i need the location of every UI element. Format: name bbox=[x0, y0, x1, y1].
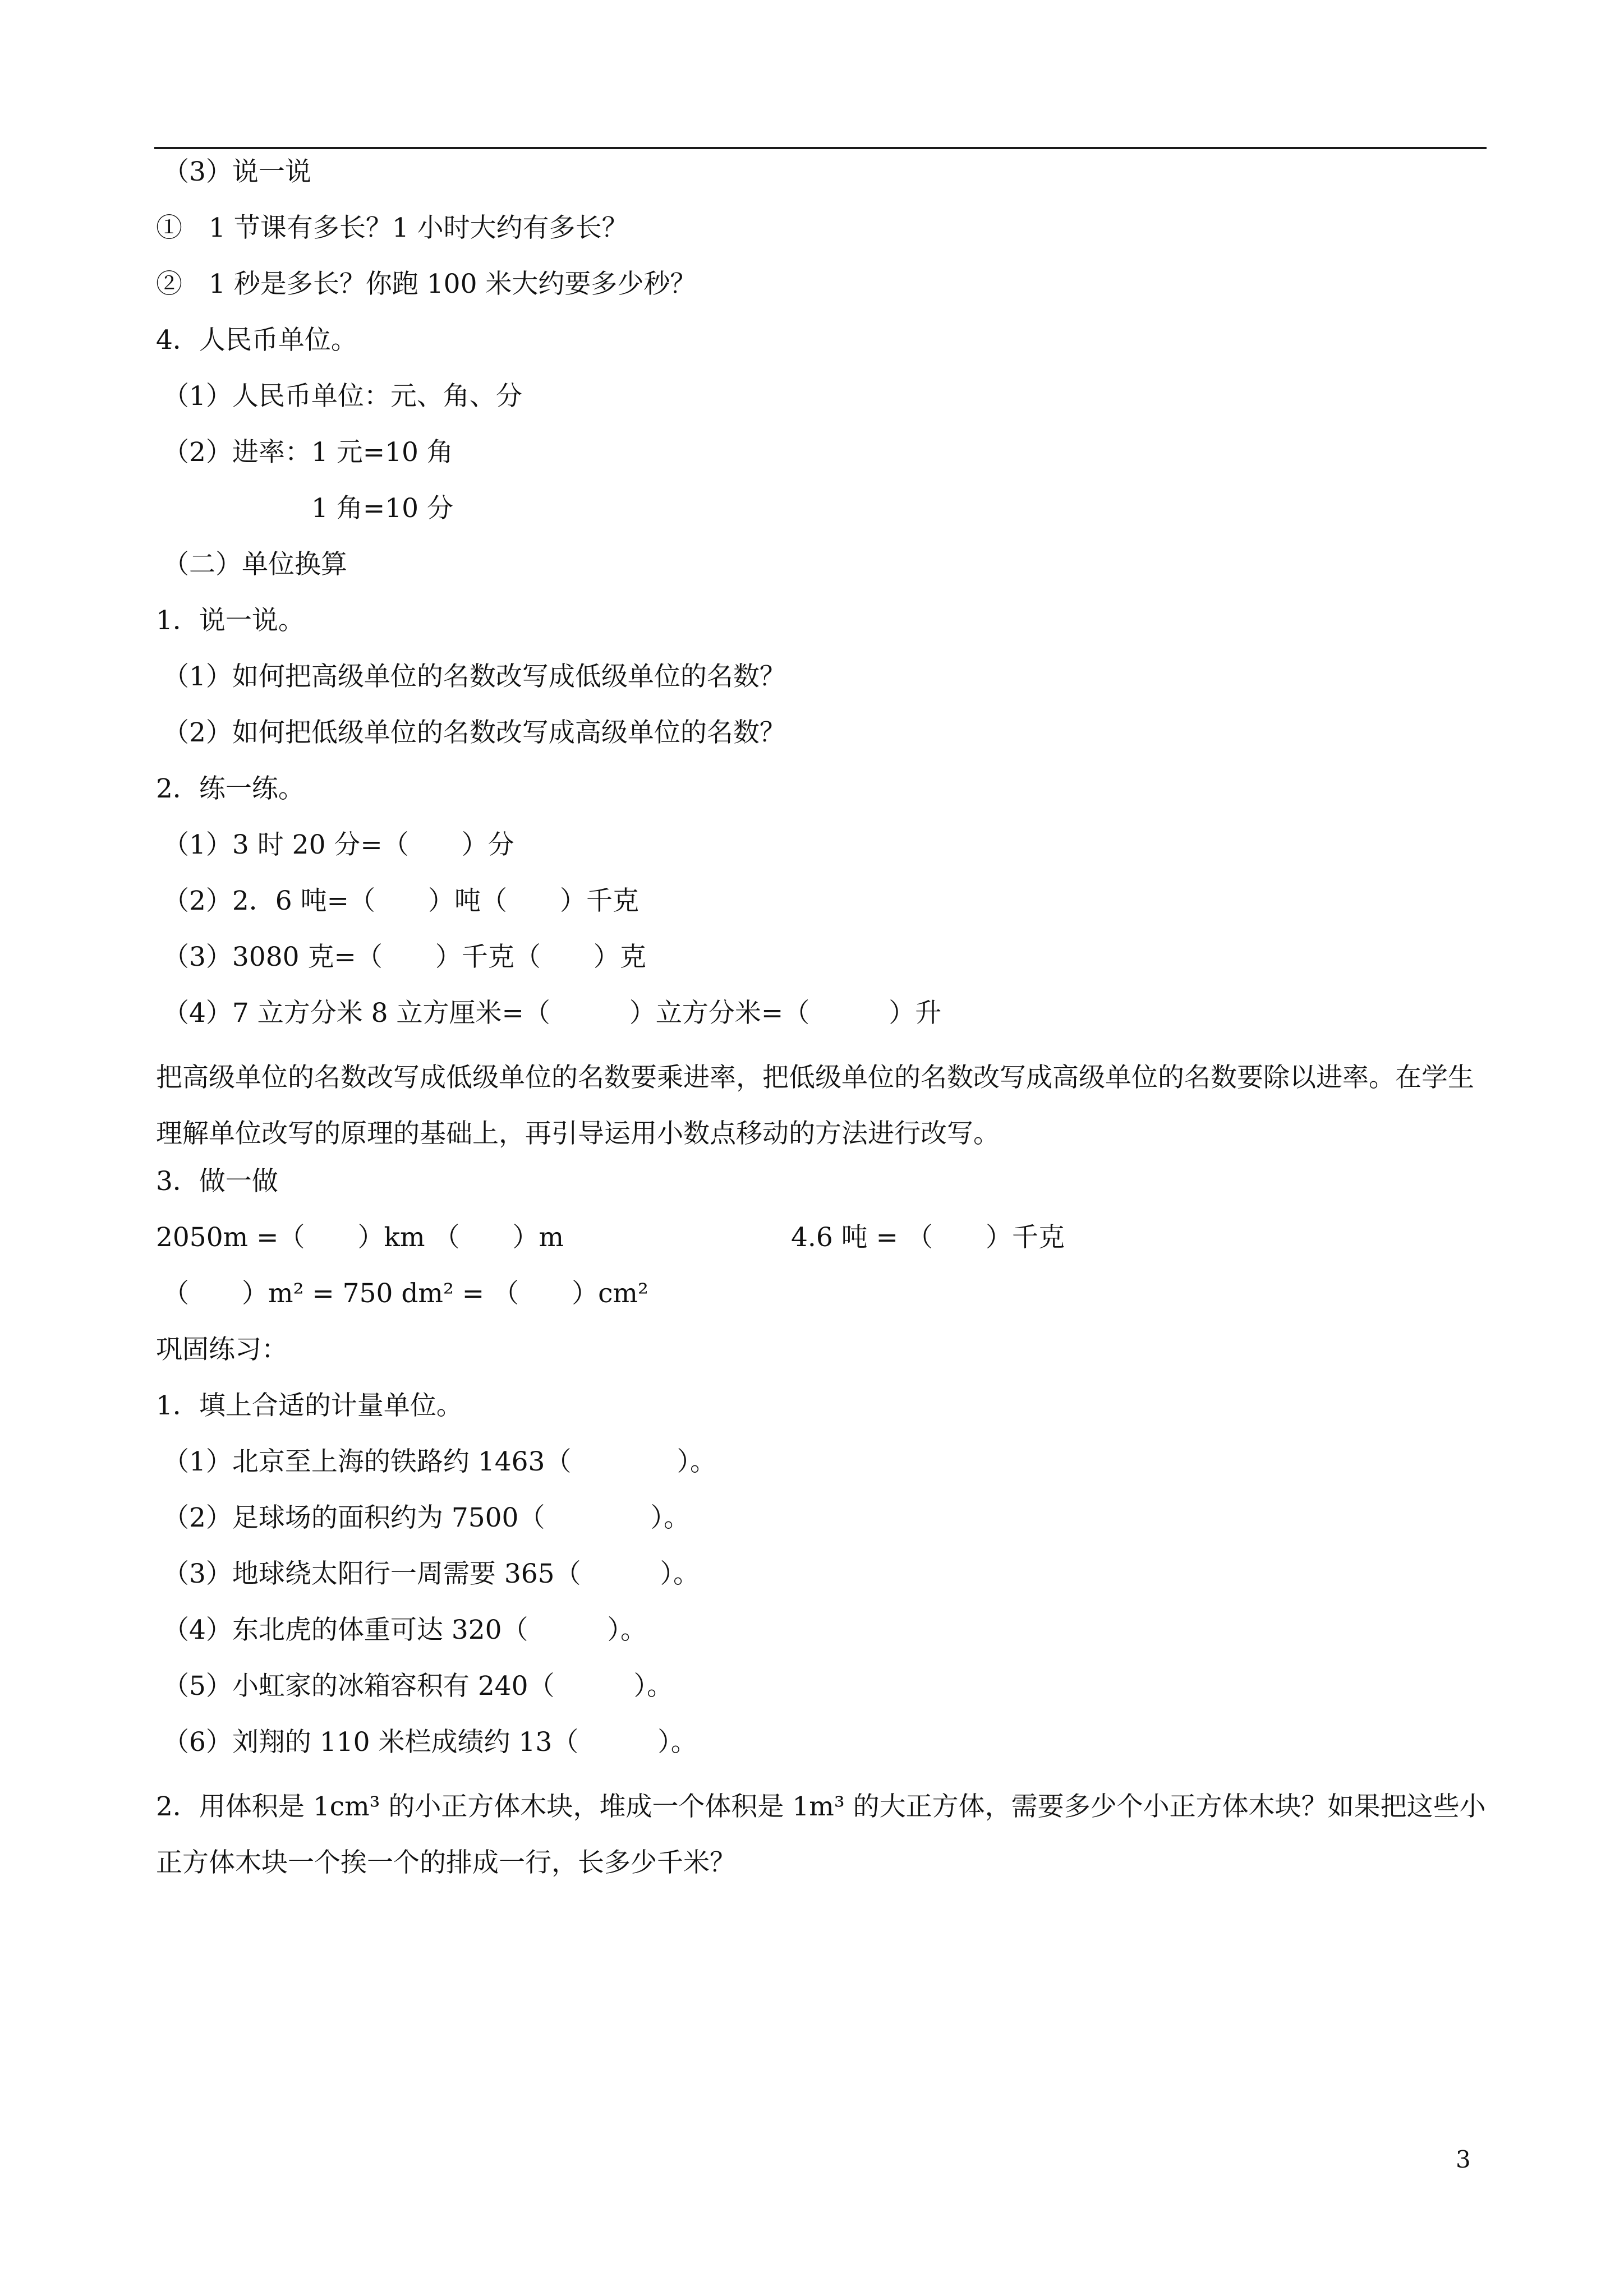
exercise-line: （4）7 立方分米 8 立方厘米=（ ）立方分米=（ ）升 bbox=[163, 998, 942, 1029]
text-line: （2）进率：1 元=10 角 bbox=[163, 437, 453, 468]
text-line: 1．说一说。 bbox=[156, 605, 305, 636]
section-heading: （二）单位换算 bbox=[163, 549, 347, 580]
exercise-line: （1）北京至上海的铁路约 1463（ ）。 bbox=[163, 1446, 716, 1477]
text-line: 3．做一做 bbox=[156, 1166, 278, 1197]
text-line: 2．练一练。 bbox=[156, 773, 305, 804]
exercise-line: （ ）m² = 750 dm² = （ ）cm² bbox=[163, 1278, 648, 1309]
section-heading: 巩固练习： bbox=[156, 1334, 288, 1365]
text-line: ② 1 秒是多长？你跑 100 米大约要多少秒？ bbox=[156, 269, 697, 299]
exercise-line: （5）小虹家的冰箱容积有 240（ ）。 bbox=[163, 1671, 674, 1702]
text-line: （2）如何把低级单位的名数改写成高级单位的名数？ bbox=[163, 717, 786, 748]
paragraph: 把高级单位的名数改写成低级单位的名数要乘进率，把低级单位的名数改写成高级单位的名数要除以进率。在学生理解单位改写的原理的基础上，再引导运用小数点移动的方法进行改写。 bbox=[156, 1062, 1474, 1149]
text-line: ① 1 节课有多长？1 小时大约有多长？ bbox=[156, 213, 628, 243]
exercise-line: （1）3 时 20 分=（ ）分 bbox=[163, 829, 514, 860]
header-rule bbox=[154, 147, 1487, 149]
exercise-line: （3）地球绕太阳行一周需要 365（ ）。 bbox=[163, 1559, 700, 1589]
exercise-line: （4）东北虎的体重可达 320（ ）。 bbox=[163, 1615, 647, 1645]
exercise-line: 4.6 吨 = （ ）千克 bbox=[791, 1222, 1065, 1253]
exercise-line: （6）刘翔的 110 米栏成绩约 13（ ）。 bbox=[163, 1727, 697, 1758]
paragraph: 2．用体积是 1cm³ 的小正方体木块，堆成一个体积是 1m³ 的大正方体，需要多少个小正方体木块？如果把这些小正方体木块一个挨一个的排成一行，长多少千米？ bbox=[156, 1791, 1486, 1878]
text-line: （1）人民币单位：元、角、分 bbox=[163, 381, 522, 412]
text-line: 4．人民币单位。 bbox=[156, 325, 357, 356]
exercise-line: （2）足球场的面积约为 7500（ ）。 bbox=[163, 1502, 690, 1533]
exercise-line: 2050m =（ ）km （ ）m bbox=[156, 1222, 564, 1253]
text-line: 1 角=10 分 bbox=[311, 493, 453, 524]
text-line: 1．填上合适的计量单位。 bbox=[156, 1390, 463, 1421]
page-number: 3 bbox=[1456, 2146, 1471, 2173]
exercise-line: （2）2．6 吨=（ ）吨（ ）千克 bbox=[163, 886, 640, 916]
text-line: （1）如何把高级单位的名数改写成低级单位的名数？ bbox=[163, 661, 786, 692]
exercise-line: （3）3080 克=（ ）千克（ ）克 bbox=[163, 942, 646, 972]
text-line: （3）说一说 bbox=[163, 156, 311, 187]
